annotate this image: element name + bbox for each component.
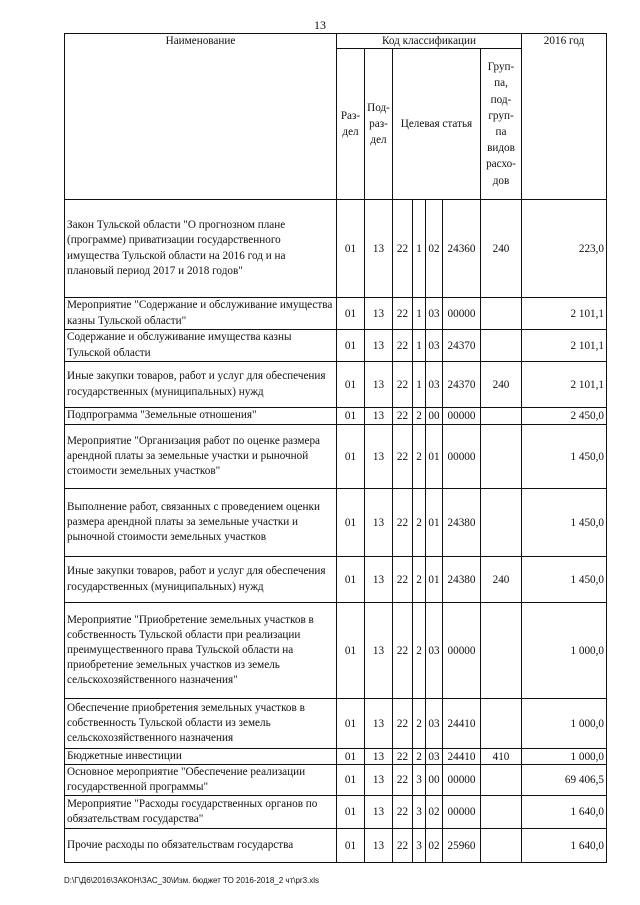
- cell-direction: 25960: [443, 829, 481, 863]
- cell-event: 03: [426, 699, 443, 749]
- row-name: Мероприятие "Содержание и обслуживание имущества казны Тульской области": [65, 298, 337, 330]
- cell-direction: 24410: [443, 749, 481, 765]
- row-name: Прочие расходы по обязательствам государства: [65, 829, 337, 863]
- cell-section: 01: [337, 557, 365, 603]
- cell-event: 02: [426, 796, 443, 829]
- cell-amount: 1 000,0: [522, 749, 607, 765]
- cell-event: 03: [426, 362, 443, 408]
- cell-subsection: 13: [365, 557, 393, 603]
- cell-expense-group: [481, 330, 522, 362]
- row-name: Подпрограмма "Земельные отношения": [65, 408, 337, 425]
- cell-section: 01: [337, 298, 365, 330]
- cell-subprogram: 2: [413, 749, 426, 765]
- cell-expense-group: [481, 699, 522, 749]
- cell-section: 01: [337, 699, 365, 749]
- cell-subprogram: 2: [413, 425, 426, 489]
- cell-program: 22: [393, 796, 413, 829]
- cell-subprogram: 2: [413, 557, 426, 603]
- table-row: [65, 298, 607, 330]
- cell-direction: 00000: [443, 425, 481, 489]
- cell-amount: 1 000,0: [522, 699, 607, 749]
- header-classification: Код классификации: [337, 34, 522, 49]
- cell-expense-group: [481, 765, 522, 796]
- cell-subprogram: 2: [413, 408, 426, 425]
- budget-table: [64, 33, 607, 863]
- header-subsection: Под-раз-дел: [365, 49, 393, 200]
- cell-program: 22: [393, 765, 413, 796]
- cell-subsection: 13: [365, 298, 393, 330]
- cell-direction: 00000: [443, 603, 481, 699]
- cell-program: 22: [393, 330, 413, 362]
- cell-direction: 00000: [443, 796, 481, 829]
- table-row: [65, 362, 607, 408]
- cell-event: 00: [426, 765, 443, 796]
- cell-subprogram: 3: [413, 829, 426, 863]
- cell-section: 01: [337, 408, 365, 425]
- cell-program: 22: [393, 489, 413, 557]
- cell-section: 01: [337, 200, 365, 298]
- cell-direction: 24380: [443, 557, 481, 603]
- cell-section: 01: [337, 330, 365, 362]
- cell-program: 22: [393, 200, 413, 298]
- cell-event: 02: [426, 829, 443, 863]
- table-row: [65, 425, 607, 489]
- cell-subsection: 13: [365, 330, 393, 362]
- cell-subprogram: 1: [413, 362, 426, 408]
- cell-expense-group: [481, 796, 522, 829]
- table-row: [65, 699, 607, 749]
- row-name: Содержание и обслуживание имущества казны Тульской области: [65, 330, 337, 362]
- table-row: [65, 603, 607, 699]
- cell-expense-group: 240: [481, 200, 522, 298]
- cell-section: 01: [337, 603, 365, 699]
- cell-expense-group: [481, 425, 522, 489]
- cell-expense-group: 240: [481, 362, 522, 408]
- cell-amount: 2 450,0: [522, 408, 607, 425]
- cell-amount: 2 101,1: [522, 330, 607, 362]
- table-row: [65, 829, 607, 863]
- cell-direction: 00000: [443, 298, 481, 330]
- cell-section: 01: [337, 796, 365, 829]
- cell-event: 01: [426, 557, 443, 603]
- header-target-article: Целевая статья: [393, 49, 481, 200]
- row-name: Основное мероприятие "Обеспечение реализации государственной программы": [65, 765, 337, 796]
- cell-subsection: 13: [365, 796, 393, 829]
- cell-direction: 24360: [443, 200, 481, 298]
- cell-direction: 24370: [443, 330, 481, 362]
- cell-event: 03: [426, 330, 443, 362]
- row-name: Выполнение работ, связанных с проведением оценки размера арендной платы за земельные участки и рыночной стоимости земельных участков: [65, 489, 337, 557]
- table-row: [65, 796, 607, 829]
- row-name: Иные закупки товаров, работ и услуг для обеспечения государственных (муниципальных) нужд: [65, 557, 337, 603]
- cell-section: 01: [337, 765, 365, 796]
- cell-expense-group: 240: [481, 557, 522, 603]
- cell-direction: 00000: [443, 765, 481, 796]
- cell-amount: 223,0: [522, 200, 607, 298]
- table-row: [65, 489, 607, 557]
- cell-subsection: 13: [365, 200, 393, 298]
- cell-direction: 24410: [443, 699, 481, 749]
- cell-expense-group: [481, 408, 522, 425]
- cell-program: 22: [393, 408, 413, 425]
- cell-subprogram: 2: [413, 489, 426, 557]
- table-row: [65, 408, 607, 425]
- cell-amount: 2 101,1: [522, 362, 607, 408]
- cell-amount: 1 640,0: [522, 829, 607, 863]
- cell-direction: 00000: [443, 408, 481, 425]
- cell-expense-group: [481, 489, 522, 557]
- cell-expense-group: 410: [481, 749, 522, 765]
- row-name: Мероприятие "Расходы государственных органов по обязательствам государства": [65, 796, 337, 829]
- cell-event: 01: [426, 425, 443, 489]
- cell-subsection: 13: [365, 765, 393, 796]
- cell-event: 03: [426, 603, 443, 699]
- cell-expense-group: [481, 603, 522, 699]
- cell-expense-group: [481, 298, 522, 330]
- cell-section: 01: [337, 362, 365, 408]
- file-path-footer: D:\Г\Д6\2016\ЗАКОН\ЗАС_30\Изм. бюджет ТО 2016-2018_2 чт\pr3.xls: [64, 876, 320, 885]
- table-row: [65, 749, 607, 765]
- cell-subprogram: 2: [413, 603, 426, 699]
- row-name: Мероприятие "Приобретение земельных участков в собственность Тульской области при реализации преимущественного права Тульской области на приобретение земельных участков из земель сельскохозяйственного назначения": [65, 603, 337, 699]
- cell-direction: 24380: [443, 489, 481, 557]
- cell-subsection: 13: [365, 829, 393, 863]
- cell-subsection: 13: [365, 699, 393, 749]
- cell-program: 22: [393, 298, 413, 330]
- row-name: Обеспечение приобретения земельных участков в собственность Тульской области из земель сельскохозяйственного назначения: [65, 699, 337, 749]
- header-year: 2016 год: [522, 34, 607, 200]
- table-row: [65, 557, 607, 603]
- cell-section: 01: [337, 489, 365, 557]
- page-number: 13: [314, 18, 326, 32]
- cell-direction: 24370: [443, 362, 481, 408]
- cell-program: 22: [393, 425, 413, 489]
- cell-subsection: 13: [365, 362, 393, 408]
- cell-subprogram: 3: [413, 796, 426, 829]
- cell-event: 00: [426, 408, 443, 425]
- header-section: Раз-дел: [337, 49, 365, 200]
- cell-program: 22: [393, 749, 413, 765]
- cell-event: 03: [426, 749, 443, 765]
- cell-subsection: 13: [365, 749, 393, 765]
- table-row: [65, 200, 607, 298]
- cell-amount: 1 640,0: [522, 796, 607, 829]
- cell-subsection: 13: [365, 489, 393, 557]
- cell-event: 03: [426, 298, 443, 330]
- cell-program: 22: [393, 829, 413, 863]
- cell-subsection: 13: [365, 425, 393, 489]
- cell-program: 22: [393, 557, 413, 603]
- cell-subsection: 13: [365, 603, 393, 699]
- cell-amount: 1 450,0: [522, 557, 607, 603]
- row-name: Иные закупки товаров, работ и услуг для обеспечения государственных (муниципальных) нужд: [65, 362, 337, 408]
- cell-subprogram: 2: [413, 699, 426, 749]
- cell-amount: 1 000,0: [522, 603, 607, 699]
- cell-amount: 2 101,1: [522, 298, 607, 330]
- row-name: Закон Тульской области "О прогнозном плане (программе) приватизации государственного имущества Тульской области на 2016 год и на плановый период 2017 и 2018 годов": [65, 200, 337, 298]
- cell-subprogram: 3: [413, 765, 426, 796]
- cell-program: 22: [393, 603, 413, 699]
- header-expense-group: Груп-па, под-груп-па видов расхо-дов: [481, 49, 522, 200]
- row-name: Бюджетные инвестиции: [65, 749, 337, 765]
- header-name: Наименование: [65, 34, 337, 200]
- row-name: Мероприятие "Организация работ по оценке размера арендной платы за земельные участки и рыночной стоимости земельных участков": [65, 425, 337, 489]
- cell-amount: 1 450,0: [522, 425, 607, 489]
- cell-event: 01: [426, 489, 443, 557]
- cell-program: 22: [393, 699, 413, 749]
- cell-section: 01: [337, 829, 365, 863]
- cell-subprogram: 1: [413, 298, 426, 330]
- cell-subprogram: 1: [413, 200, 426, 298]
- cell-event: 02: [426, 200, 443, 298]
- cell-subprogram: 1: [413, 330, 426, 362]
- cell-section: 01: [337, 425, 365, 489]
- cell-amount: 1 450,0: [522, 489, 607, 557]
- cell-program: 22: [393, 362, 413, 408]
- table-row: [65, 330, 607, 362]
- cell-amount: 69 406,5: [522, 765, 607, 796]
- cell-section: 01: [337, 749, 365, 765]
- cell-expense-group: [481, 829, 522, 863]
- cell-subsection: 13: [365, 408, 393, 425]
- table-row: [65, 765, 607, 796]
